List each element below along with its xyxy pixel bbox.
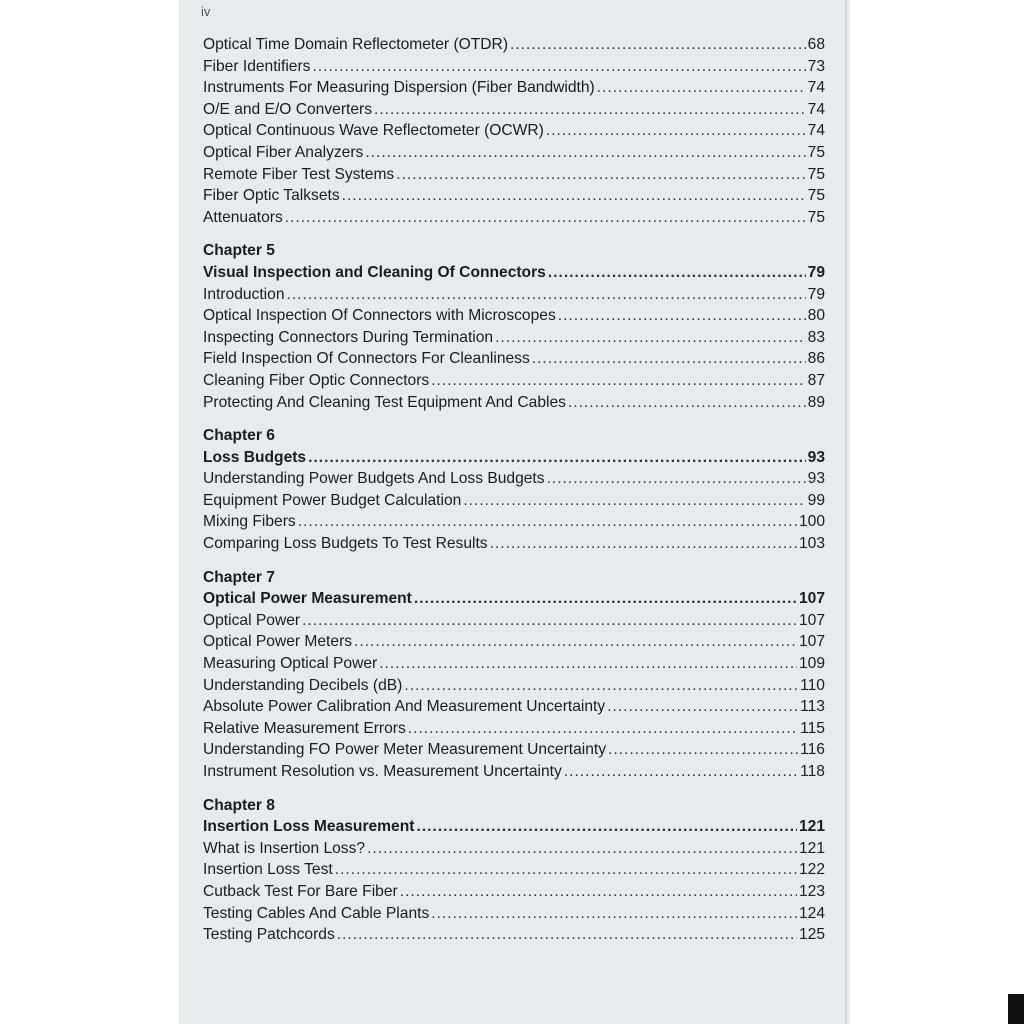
toc-entry-page: 116 xyxy=(800,741,825,759)
toc-entry-title: Optical Fiber Analyzers xyxy=(203,143,364,161)
toc-entry xyxy=(203,924,825,946)
dot-leader xyxy=(607,696,798,718)
dot-leader xyxy=(608,739,798,761)
dot-leader xyxy=(564,761,798,783)
toc-entry-page: 75 xyxy=(807,208,825,226)
toc-entry-title: Field Inspection Of Connectors For Cleanliness xyxy=(203,350,530,368)
toc-entry-page: 89 xyxy=(807,393,825,411)
toc-entry-page: 86 xyxy=(807,350,825,368)
toc-entry-page: 68 xyxy=(807,36,825,53)
chapter-section xyxy=(203,567,825,783)
dot-leader xyxy=(374,99,806,121)
toc-entry-title: Cutback Test For Bare Fiber xyxy=(203,882,398,900)
toc-entry xyxy=(203,120,825,142)
toc-entry-title: Cleaning Fiber Optic Connectors xyxy=(203,371,430,389)
dot-leader xyxy=(287,284,806,306)
toc-entry xyxy=(203,164,825,186)
table-of-contents xyxy=(203,34,825,946)
toc-entry-title: Comparing Loss Budgets To Test Results xyxy=(203,535,488,553)
toc-entry xyxy=(203,99,825,121)
toc-entry-title: Understanding FO Power Meter Measurement Uncertainty xyxy=(203,741,607,759)
toc-entry-title: Understanding Power Budgets And Loss Budgets xyxy=(203,470,545,488)
toc-entry-page: 122 xyxy=(798,861,825,879)
dot-leader xyxy=(379,653,797,675)
chapter-title: Visual Inspection and Cleaning Of Connectors xyxy=(203,263,546,281)
toc-entry xyxy=(203,903,825,925)
dot-leader xyxy=(547,468,806,490)
dot-leader xyxy=(396,164,805,186)
toc-entry xyxy=(203,305,825,327)
toc-entry-page: 123 xyxy=(798,882,825,900)
dot-leader xyxy=(597,77,806,99)
dot-leader xyxy=(408,718,798,740)
toc-entry-page: 107 xyxy=(798,611,825,629)
book-page xyxy=(179,0,845,1024)
toc-entry-title: Optical Time Domain Reflectometer (OTDR) xyxy=(203,36,509,53)
toc-entry-title: Instrument Resolution vs. Measurement Uncertainty xyxy=(203,763,562,780)
toc-entry xyxy=(203,533,825,555)
dot-leader xyxy=(298,511,797,533)
toc-entry-page: 93 xyxy=(807,470,825,488)
toc-entry-page: 109 xyxy=(798,655,825,673)
chapter-title-row xyxy=(203,447,825,469)
dot-leader xyxy=(463,490,805,512)
toc-entry xyxy=(203,718,825,740)
dot-leader xyxy=(285,207,806,229)
toc-entry xyxy=(203,56,825,78)
toc-entry-title: Relative Measurement Errors xyxy=(203,719,406,737)
dot-leader xyxy=(337,924,797,946)
toc-entry-title: Optical Power xyxy=(203,611,301,629)
toc-entry-page: 79 xyxy=(807,285,825,303)
page-edge-shadow xyxy=(845,0,851,1024)
toc-entry xyxy=(203,370,825,392)
dot-leader xyxy=(335,859,797,881)
toc-entry-page: 125 xyxy=(798,926,825,944)
toc-entry-title: Mixing Fibers xyxy=(203,513,296,531)
toc-entry-title: Introduction xyxy=(203,285,285,303)
toc-entry-title: Instruments For Measuring Dispersion (Fiber Bandwidth) xyxy=(203,79,595,97)
toc-entry-page: 74 xyxy=(807,79,825,97)
dot-leader xyxy=(400,881,797,903)
toc-entry-page: 121 xyxy=(798,839,825,857)
toc-entry-page: 75 xyxy=(807,187,825,205)
dot-leader xyxy=(308,447,806,469)
toc-entry-page: 83 xyxy=(807,328,825,346)
toc-entry xyxy=(203,881,825,903)
toc-entry xyxy=(203,696,825,718)
toc-entry-title: Fiber Optic Talksets xyxy=(203,187,340,205)
chapter-title-row xyxy=(203,262,825,284)
toc-entry xyxy=(203,348,825,370)
toc-entry xyxy=(203,34,825,56)
toc-entry-page: 80 xyxy=(807,307,825,325)
toc-entry-title: Equipment Power Budget Calculation xyxy=(203,491,462,509)
dot-leader xyxy=(510,34,806,56)
toc-entry xyxy=(203,859,825,881)
toc-entry-page: 115 xyxy=(800,719,825,737)
toc-entry-title: Testing Cables And Cable Plants xyxy=(203,904,430,922)
toc-entry xyxy=(203,490,825,512)
chapter-page-number: 93 xyxy=(807,448,825,466)
toc-entry xyxy=(203,631,825,653)
dot-leader xyxy=(416,816,797,838)
toc-entry-page: 74 xyxy=(807,122,825,140)
toc-entry-title: Attenuators xyxy=(203,208,283,226)
toc-entry-page: 75 xyxy=(807,165,825,183)
toc-entry-page: 74 xyxy=(807,100,825,118)
dot-leader xyxy=(431,370,805,392)
dot-leader xyxy=(302,610,797,632)
toc-entry-page: 75 xyxy=(807,143,825,161)
toc-entry-title: Insertion Loss Test xyxy=(203,861,333,879)
toc-entry-title: Protecting And Cleaning Test Equipment And Cables xyxy=(203,393,566,411)
dot-leader xyxy=(367,838,797,860)
toc-entry xyxy=(203,327,825,349)
toc-entry-title: Optical Inspection Of Connectors with Microscopes xyxy=(203,307,556,325)
toc-entry-page: 103 xyxy=(798,535,825,553)
toc-entry-title: Measuring Optical Power xyxy=(203,655,378,673)
toc-entry xyxy=(203,392,825,414)
dot-leader xyxy=(312,56,805,78)
chapter-label: Chapter 6 xyxy=(203,427,275,445)
toc-entry xyxy=(203,739,825,761)
toc-entry-title: Absolute Power Calibration And Measurement Uncertainty xyxy=(203,698,606,716)
chapter-title: Insertion Loss Measurement xyxy=(203,818,415,836)
dot-leader xyxy=(354,631,797,653)
chapter-section xyxy=(203,425,825,555)
chapter-page-number: 121 xyxy=(798,818,825,836)
toc-entry-page: 118 xyxy=(800,763,825,780)
toc-entry-title: Inspecting Connectors During Termination xyxy=(203,328,494,346)
toc-entry xyxy=(203,511,825,533)
toc-entry-title: Testing Patchcords xyxy=(203,926,335,944)
chapter-label: Chapter 5 xyxy=(203,242,275,260)
toc-entry xyxy=(203,207,825,229)
toc-entry-title: What is Insertion Loss? xyxy=(203,839,366,857)
toc-entry-title: Optical Continuous Wave Reflectometer (OCWR) xyxy=(203,122,544,140)
toc-entry-page: 100 xyxy=(798,513,825,531)
toc-entry-title: Fiber Identifiers xyxy=(203,57,311,75)
dot-leader xyxy=(495,327,806,349)
chapter-section xyxy=(203,795,825,946)
dot-leader xyxy=(490,533,797,555)
dot-leader xyxy=(532,348,806,370)
chapter-title: Loss Budgets xyxy=(203,448,307,466)
page-number: iv xyxy=(201,4,211,19)
toc-entry-page: 99 xyxy=(807,491,825,509)
dot-leader xyxy=(342,185,806,207)
dot-leader xyxy=(558,305,806,327)
chapter-page-number: 79 xyxy=(807,263,825,281)
chapter-title-row xyxy=(203,588,825,610)
toc-entry-page: 107 xyxy=(798,633,825,651)
toc-entry xyxy=(203,77,825,99)
toc-entry-title: O/E and E/O Converters xyxy=(203,100,373,118)
toc-entry-title: Understanding Decibels (dB) xyxy=(203,676,403,694)
dot-leader xyxy=(365,142,805,164)
toc-entry xyxy=(203,284,825,306)
toc-entry xyxy=(203,468,825,490)
toc-entry-page: 113 xyxy=(800,698,825,716)
toc-entry-title: Remote Fiber Test Systems xyxy=(203,165,395,183)
toc-entry-title: Optical Power Meters xyxy=(203,633,353,651)
chapter-section xyxy=(203,240,825,413)
toc-entry xyxy=(203,610,825,632)
toc-entry xyxy=(203,653,825,675)
chapter-label: Chapter 8 xyxy=(203,796,275,814)
toc-entry xyxy=(203,142,825,164)
toc-entry-page: 110 xyxy=(800,676,825,694)
toc-entry-page: 87 xyxy=(807,371,825,389)
corner-mark xyxy=(1008,994,1024,1024)
dot-leader xyxy=(431,903,797,925)
chapter-title-row xyxy=(203,816,825,838)
dot-leader xyxy=(548,262,806,284)
dot-leader xyxy=(546,120,806,142)
toc-entry xyxy=(203,838,825,860)
chapter-label: Chapter 7 xyxy=(203,568,275,586)
dot-leader xyxy=(404,675,798,697)
toc-entry xyxy=(203,675,825,697)
dot-leader xyxy=(414,588,797,610)
chapter-title: Optical Power Measurement xyxy=(203,590,412,608)
toc-entry xyxy=(203,185,825,207)
dot-leader xyxy=(568,392,806,414)
toc-entry xyxy=(203,761,825,783)
toc-entry-page: 124 xyxy=(798,904,825,922)
toc-entry-page: 73 xyxy=(807,57,825,75)
chapter-page-number: 107 xyxy=(798,590,825,608)
